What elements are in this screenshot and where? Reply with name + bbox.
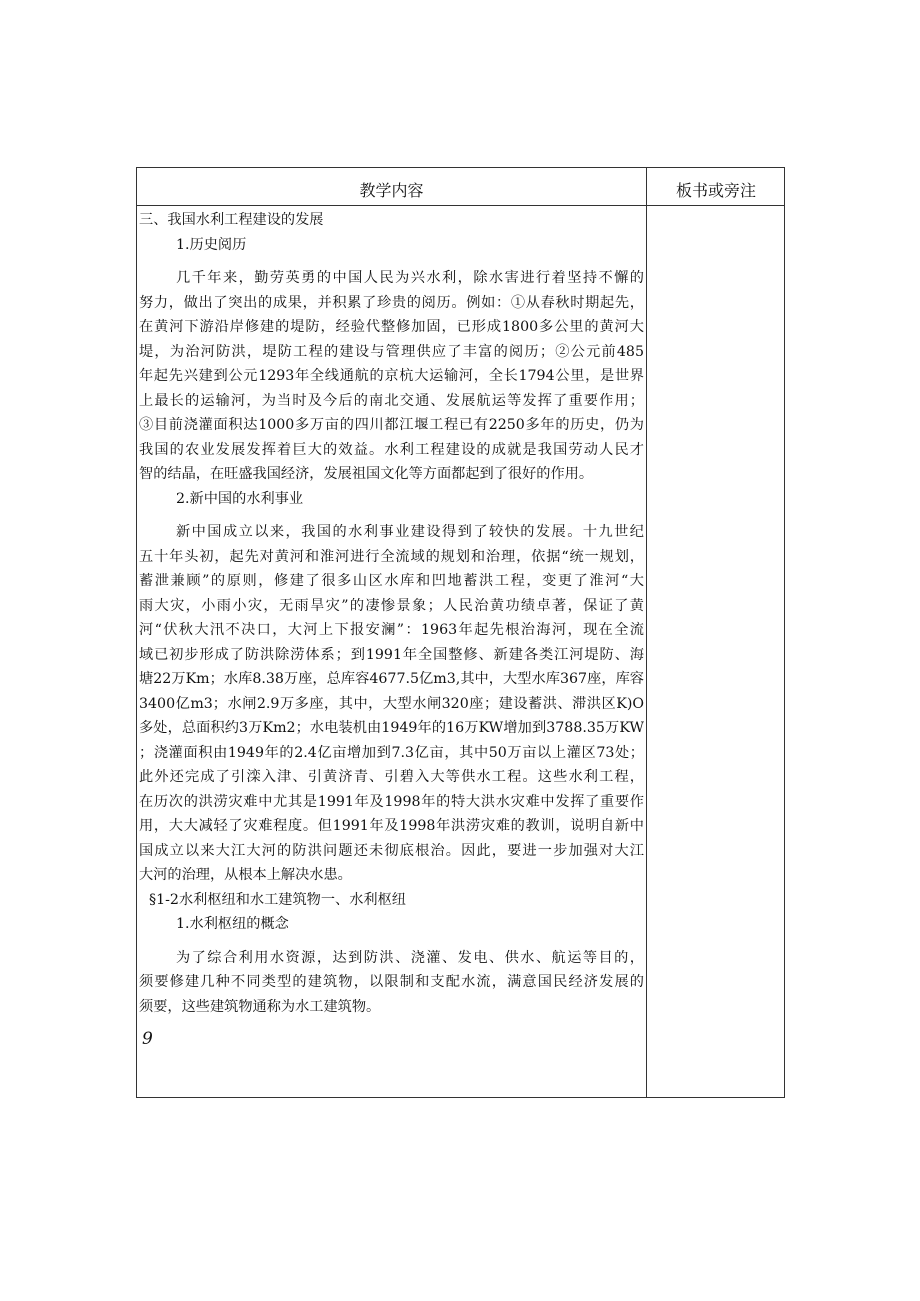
paragraph-line: 堤，为治河防洪，堤防工程的建设与管理供应了丰富的阅历；②公元前485 bbox=[139, 343, 644, 360]
paragraph-line: 智的结晶，在旺盛我国经济，发展祖国文化等方面都起到了很好的作用。 bbox=[139, 466, 594, 482]
paragraph-line: 为了综合利用水资源，达到防洪、浇灌、发电、供水、航运等目的， bbox=[176, 949, 644, 966]
paragraph-line: 在历次的洪涝灾难中尤其是1991年及1998年的特大洪水灾难中发挥了重要作 bbox=[139, 793, 644, 810]
subsection-3-2-title: 2.新中国的水利事业 bbox=[176, 490, 304, 507]
paragraph-line: 几千年来，勤劳英勇的中国人民为兴水利，除水害进行着坚持不懈的 bbox=[176, 270, 644, 286]
header-teaching-content: 教学内容 bbox=[359, 181, 424, 200]
subsection-1-2-1-title: 1.水利枢纽的概念 bbox=[176, 916, 289, 932]
paragraph-line: 大河的治理，从根本上解决水患。 bbox=[139, 867, 352, 883]
section-3-title: 三、我国水利工程建设的发展 bbox=[139, 212, 324, 228]
paragraph-line: 须要，这些建筑物通称为水工建筑物。 bbox=[139, 998, 381, 1015]
paragraph-line: 五十年头初，起先对黄河和淮河进行全流域的规划和治理，依据“统一规划， bbox=[139, 548, 644, 565]
paragraph-line: 用，大大减轻了灾难程度。但1991年及1998年洪涝灾难的教训，说明自新中 bbox=[139, 818, 644, 834]
paragraph-line: 河“伏秋大汛不决口，大河上下报安澜”：1963年起先根治海河，现在全流 bbox=[139, 622, 644, 638]
paragraph-line: 我国的农业发展发挥着巨大的效益。水利工程建设的成就是我国劳动人民才 bbox=[139, 441, 644, 458]
paragraph-line: ；浇灌面积由1949年的2.4亿亩增加到7.3亿亩，其中50万亩以上灌区73处； bbox=[139, 744, 644, 761]
paragraph-line: 雨大灾，小雨小灾，无雨旱灾”的凄惨景象；人民治黄功绩卓著，保证了黄 bbox=[139, 597, 644, 614]
paragraph-line: ③目前浇灌面积达1000多万亩的四川都江堰工程已有2250多年的历史，仍为 bbox=[139, 417, 644, 433]
paragraph-new-china bbox=[139, 520, 644, 888]
paragraph-line: 多处，总面积约3万Km2；水电装机由1949年的16万KW增加到3788.35万KW bbox=[139, 720, 644, 736]
paragraph-line: 域已初步形成了防洪除涝体系；到1991年全国整修、新建各类江河堤防、海 bbox=[139, 646, 644, 663]
page-number: 9 bbox=[142, 1029, 153, 1049]
teaching-content-cell bbox=[139, 208, 644, 1049]
paragraph-line: 在黄河下游沿岸修建的堤防，经验代整修加固，已形成1800多公里的黄河大 bbox=[139, 319, 644, 335]
paragraph-hub-concept bbox=[139, 946, 644, 1020]
paragraph-line: 上最长的运输河，为当时及今后的南北交通、发展航运等发挥了重要作用； bbox=[139, 392, 644, 409]
column-divider bbox=[646, 168, 647, 1097]
paragraph-line: 年起先兴建到公元1293年全线通航的京杭大运输河，全长1794公里，是世界 bbox=[139, 368, 644, 384]
lesson-table bbox=[136, 167, 785, 1098]
header-board-notes: 板书或旁注 bbox=[675, 181, 756, 200]
paragraph-line: 须要修建几种不同类型的建筑物，以限制和支配水流，满意国民经济发展的 bbox=[139, 974, 644, 990]
paragraph-line: 此外还完成了引滦入津、引黄济青、引碧入大等供水工程。这些水利工程， bbox=[139, 769, 644, 785]
paragraph-line: 新中国成立以来，我国的水利事业建设得到了较快的发展。十九世纪 bbox=[176, 524, 644, 540]
paragraph-line: 国成立以来大江大河的防洪问题还未彻底根治。因此，要进一步加强对大江 bbox=[139, 842, 644, 859]
subsection-3-1-title: 1.历史阅历 bbox=[176, 236, 247, 253]
paragraph-line: 塘22万Km；水库8.38万座，总库容4677.5亿m3,其中，大型水库367座，库容 bbox=[139, 671, 644, 687]
section-1-2-title: §1-2水利枢纽和水工建筑物一、水利枢纽 bbox=[149, 891, 406, 908]
paragraph-line: 3400亿m3；水闸2.9万多座，其中，大型水闸320座；建设蓄洪、滞洪区K)O bbox=[139, 695, 644, 712]
paragraph-history bbox=[139, 266, 644, 487]
paragraph-line: 蓄泄兼顾”的原则，修建了很多山区水库和凹地蓄洪工程，变更了淮河“大 bbox=[139, 573, 644, 589]
paragraph-line: 努力，做出了突出的成果，并积累了珍贵的阅历。例如：①从春秋时期起先， bbox=[139, 294, 644, 311]
